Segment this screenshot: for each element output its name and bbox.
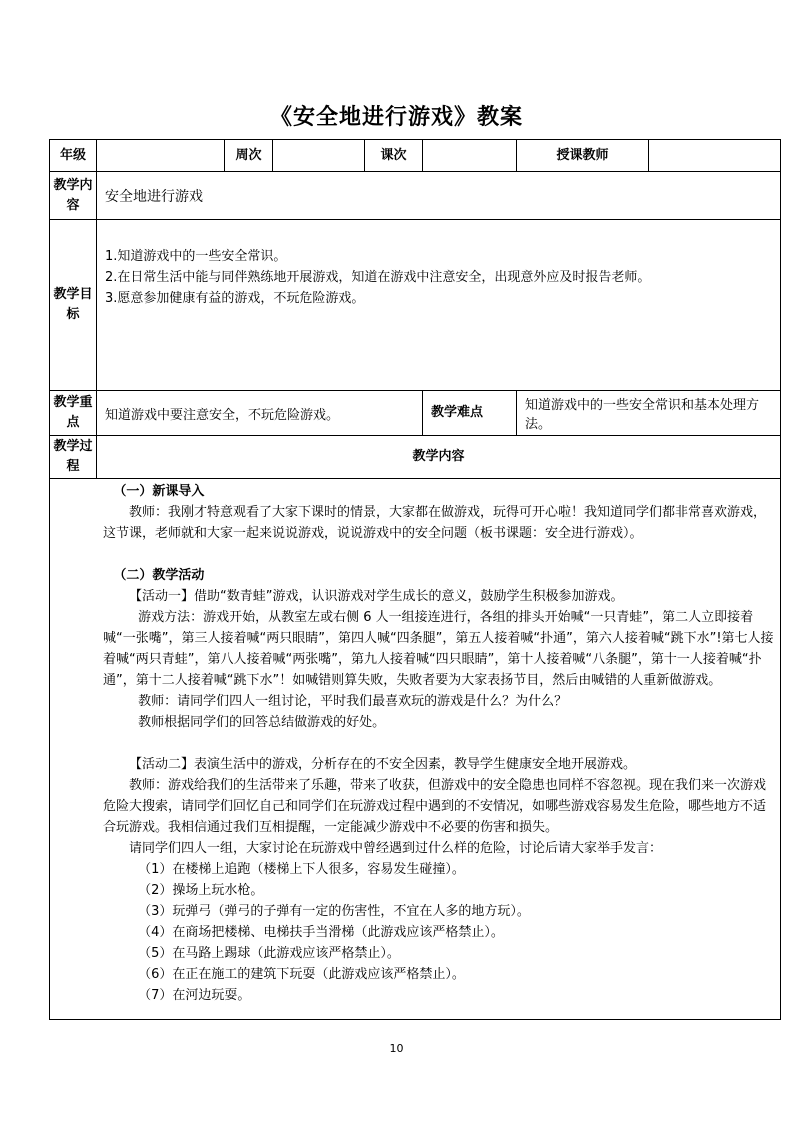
section2-title: （二）教学活动: [113, 568, 205, 583]
week-label: 周次: [225, 140, 273, 172]
key-value: 知道游戏中要注意安全，不玩危险游戏。: [97, 391, 423, 436]
activity2-teacher: 教师：游戏给我们的生活带来了乐趣，带来了收获，但游戏中的安全隐患也同样不容忽视。现在我们来一次游戏危险大搜索，请同学们回忆自己和同学们在玩游戏过程中遇到的不安情况，如哪些游戏容易发生危险，哪些地方不适合玩游戏。我相信通过我们互相提醒，一定能减少游戏中不必要的伤害和损失。: [103, 778, 767, 835]
process-header: 教学内容: [97, 436, 781, 479]
activity1-summary: 教师根据同学们的回答总结做游戏的好处。: [138, 715, 386, 730]
process-label: 教学过程: [50, 436, 97, 479]
difficulty-value: 知道游戏中的一些安全常识和基本处理方法。: [517, 391, 781, 436]
danger-item: （5）在马路上踢球（此游戏应该严格禁止）。: [138, 946, 400, 961]
activity2-intro: 【活动二】表演生活中的游戏，分析存在的不安全因素，教导学生健康安全地开展游戏。: [129, 757, 637, 772]
section1-text: 教师：我刚才特意观看了大家下课时的情景，大家都在做游戏，玩得可开心啦！我知道同学们都非常喜欢游戏，这节课，老师就和大家一起来说说游戏，说说游戏中的安全问题（板书课题：安全进行游戏）。: [103, 505, 767, 541]
danger-item: （6）在正在施工的建筑下玩耍（此游戏应该严格禁止）。: [138, 967, 465, 982]
danger-item: （7）在河边玩耍。: [138, 988, 251, 1003]
lesson-plan-table: [49, 139, 781, 1020]
grade-label: 年级: [50, 140, 97, 172]
teacher-label: 授课教师: [517, 140, 649, 172]
content-label: 教学内容: [50, 172, 97, 220]
content-row: [50, 172, 781, 220]
process-content-row: [50, 479, 781, 1020]
key-label: 教学重点: [50, 391, 97, 436]
activity1-teacher: 教师：请同学们四人一组讨论，平时我们最喜欢玩的游戏是什么？为什么？: [138, 694, 568, 709]
goals-list: [97, 220, 781, 391]
lesson-value: [423, 140, 517, 172]
goal-item: 2.在日常生活中能与同伴熟练地开展游戏，知道在游戏中注意安全，出现意外应及时报告老师。: [105, 270, 651, 285]
document-title: 《安全地进行游戏》教案: [269, 104, 523, 130]
teacher-value: [649, 140, 781, 172]
lesson-label: 课次: [365, 140, 423, 172]
danger-item: （1）在楼梯上追跑（楼梯上下人很多，容易发生碰撞）。: [138, 862, 465, 877]
activity1-method: 游戏方法：游戏开始，从教室左或右侧 6 人一组接连进行，各组的排头开始喊“一只青蛙”，第二人立即接着喊“一张嘴”，第三人接着喊“两只眼睛”，第四人喊“四条腿”，第五人接着喊“扑通”，第六人接着喊“跳下水”!第七人接着喊“两只青蛙”，第八人接着喊“两张嘴”，第九人接着喊“四只眼睛”，第十人接着喊“八条腿”，第十一人接着喊“扑通”，第十二人接着喊“跳下水”！如喊错则算失败，失败者要为大家表扬节目，然后由喊错的人重新做游戏。: [103, 610, 774, 688]
difficulty-label: 教学难点: [423, 391, 517, 436]
key-row: [50, 391, 781, 436]
content-value: 安全地进行游戏: [97, 172, 781, 220]
week-value: [273, 140, 365, 172]
goal-item: 3.愿意参加健康有益的游戏，不玩危险游戏。: [105, 291, 365, 306]
goals-label: 教学目标: [50, 220, 97, 391]
header-row: [50, 140, 781, 172]
activity2-group: 请同学们四人一组，大家讨论在玩游戏中曾经遇到过什么样的危险，讨论后请大家举手发言：: [129, 841, 663, 856]
grade-value: [97, 140, 225, 172]
danger-item: （3）玩弹弓（弹弓的子弹有一定的伤害性，不宜在人多的地方玩）。: [138, 904, 530, 919]
goal-item: 1.知道游戏中的一些安全常识。: [105, 249, 287, 264]
danger-item: （2）操场上玩水枪。: [138, 883, 264, 898]
danger-item: （4）在商场把楼梯、电梯扶手当滑梯（此游戏应该严格禁止）。: [138, 925, 504, 940]
process-content: [50, 479, 781, 1020]
section1-title: （一）新课导入: [113, 484, 205, 499]
process-header-row: [50, 436, 781, 479]
goals-row: [50, 220, 781, 391]
activity1-intro: 【活动一】借助“数青蛙”游戏，认识游戏对学生成长的意义，鼓励学生积极参加游戏。: [129, 589, 624, 604]
page-number: 10: [389, 1042, 404, 1055]
